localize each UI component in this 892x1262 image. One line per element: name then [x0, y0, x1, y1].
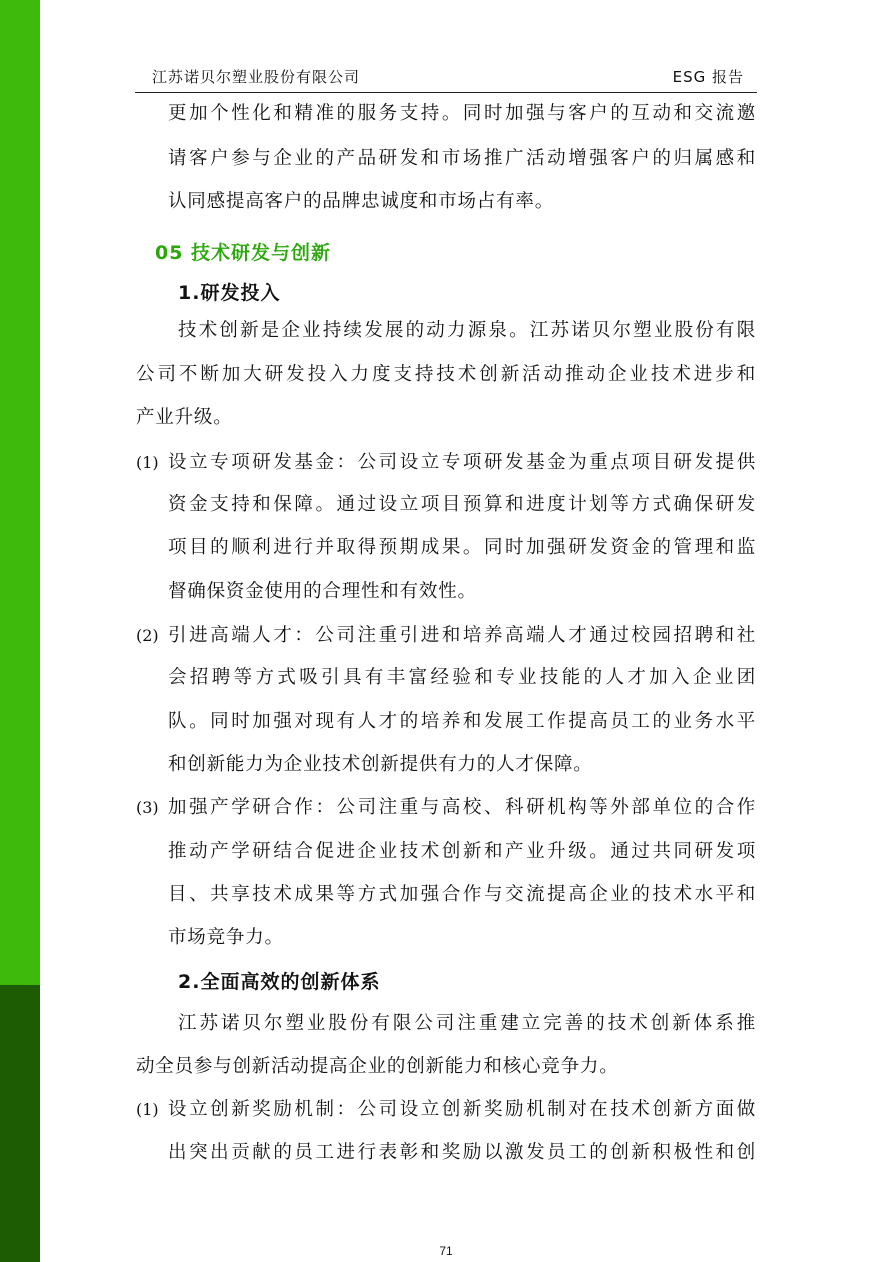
list-item-line: 项目的顺利进行并取得预期成果。同时加强研发资金的管理和监 [168, 537, 756, 558]
list-item-marker: (1) [136, 453, 159, 472]
header-company-name: 江苏诺贝尔塑业股份有限公司 [152, 68, 361, 86]
list-item-line: 加强产学研合作：公司注重与高校、科研机构等外部单位的合作 [168, 797, 756, 818]
list-item-marker: (1) [136, 1100, 159, 1119]
list-item-marker: (3) [136, 798, 159, 817]
list-item-line: 出突出贡献的员工进行表彰和奖励以激发员工的创新积极性和创 [168, 1142, 756, 1163]
paragraph-line: 江苏诺贝尔塑业股份有限公司注重建立完善的技术创新体系推 [178, 1013, 756, 1034]
intro-line: 请客户参与企业的产品研发和市场推广活动增强客户的归属感和 [168, 148, 756, 169]
list-item-line: 和创新能力为企业技术创新提供有力的人才保障。 [168, 754, 593, 775]
subsection-heading: 2.全面高效的创新体系 [178, 971, 381, 993]
list-item-line: 资金支持和保障。通过设立项目预算和进度计划等方式确保研发 [168, 494, 756, 515]
header-divider [135, 92, 757, 93]
page-header [152, 64, 744, 90]
list-item-line: 引进高端人才：公司注重引进和培养高端人才通过校园招聘和社 [168, 625, 756, 646]
list-item-line: 队。同时加强对现有人才的培养和发展工作提高员工的业务水平 [168, 711, 756, 732]
list-item-line: 会招聘等方式吸引具有丰富经验和专业技能的人才加入企业团 [168, 667, 756, 688]
subsection-heading: 1.研发投入 [178, 282, 281, 304]
sidebar-accent-bar-dark [0, 985, 40, 1262]
paragraph-line: 产业升级。 [136, 407, 233, 428]
section-heading: 05 技术研发与创新 [155, 242, 332, 264]
paragraph-line: 动全员参与创新活动提高企业的创新能力和核心竞争力。 [136, 1056, 619, 1077]
page-number: 71 [439, 1244, 453, 1258]
list-item-line: 目、共享技术成果等方式加强合作与交流提高企业的技术水平和 [168, 884, 756, 905]
intro-line: 认同感提高客户的品牌忠诚度和市场占有率。 [168, 191, 555, 212]
list-item-line: 市场竞争力。 [168, 927, 284, 948]
paragraph-line: 公司不断加大研发投入力度支持技术创新活动推动企业技术进步和 [136, 364, 756, 385]
list-item-line: 推动产学研结合促进企业技术创新和产业升级。通过共同研发项 [168, 841, 756, 862]
paragraph-line: 技术创新是企业持续发展的动力源泉。江苏诺贝尔塑业股份有限 [178, 320, 756, 341]
list-item-line: 设立专项研发基金：公司设立专项研发基金为重点项目研发提供 [168, 452, 756, 473]
list-item-line: 设立创新奖励机制：公司设立创新奖励机制对在技术创新方面做 [168, 1099, 756, 1120]
header-report-title: ESG 报告 [672, 68, 744, 86]
sidebar-accent-bar [0, 0, 40, 985]
intro-line: 更加个性化和精准的服务支持。同时加强与客户的互动和交流邀 [168, 103, 756, 124]
list-item-marker: (2) [136, 626, 159, 645]
list-item-line: 督确保资金使用的合理性和有效性。 [168, 581, 477, 602]
